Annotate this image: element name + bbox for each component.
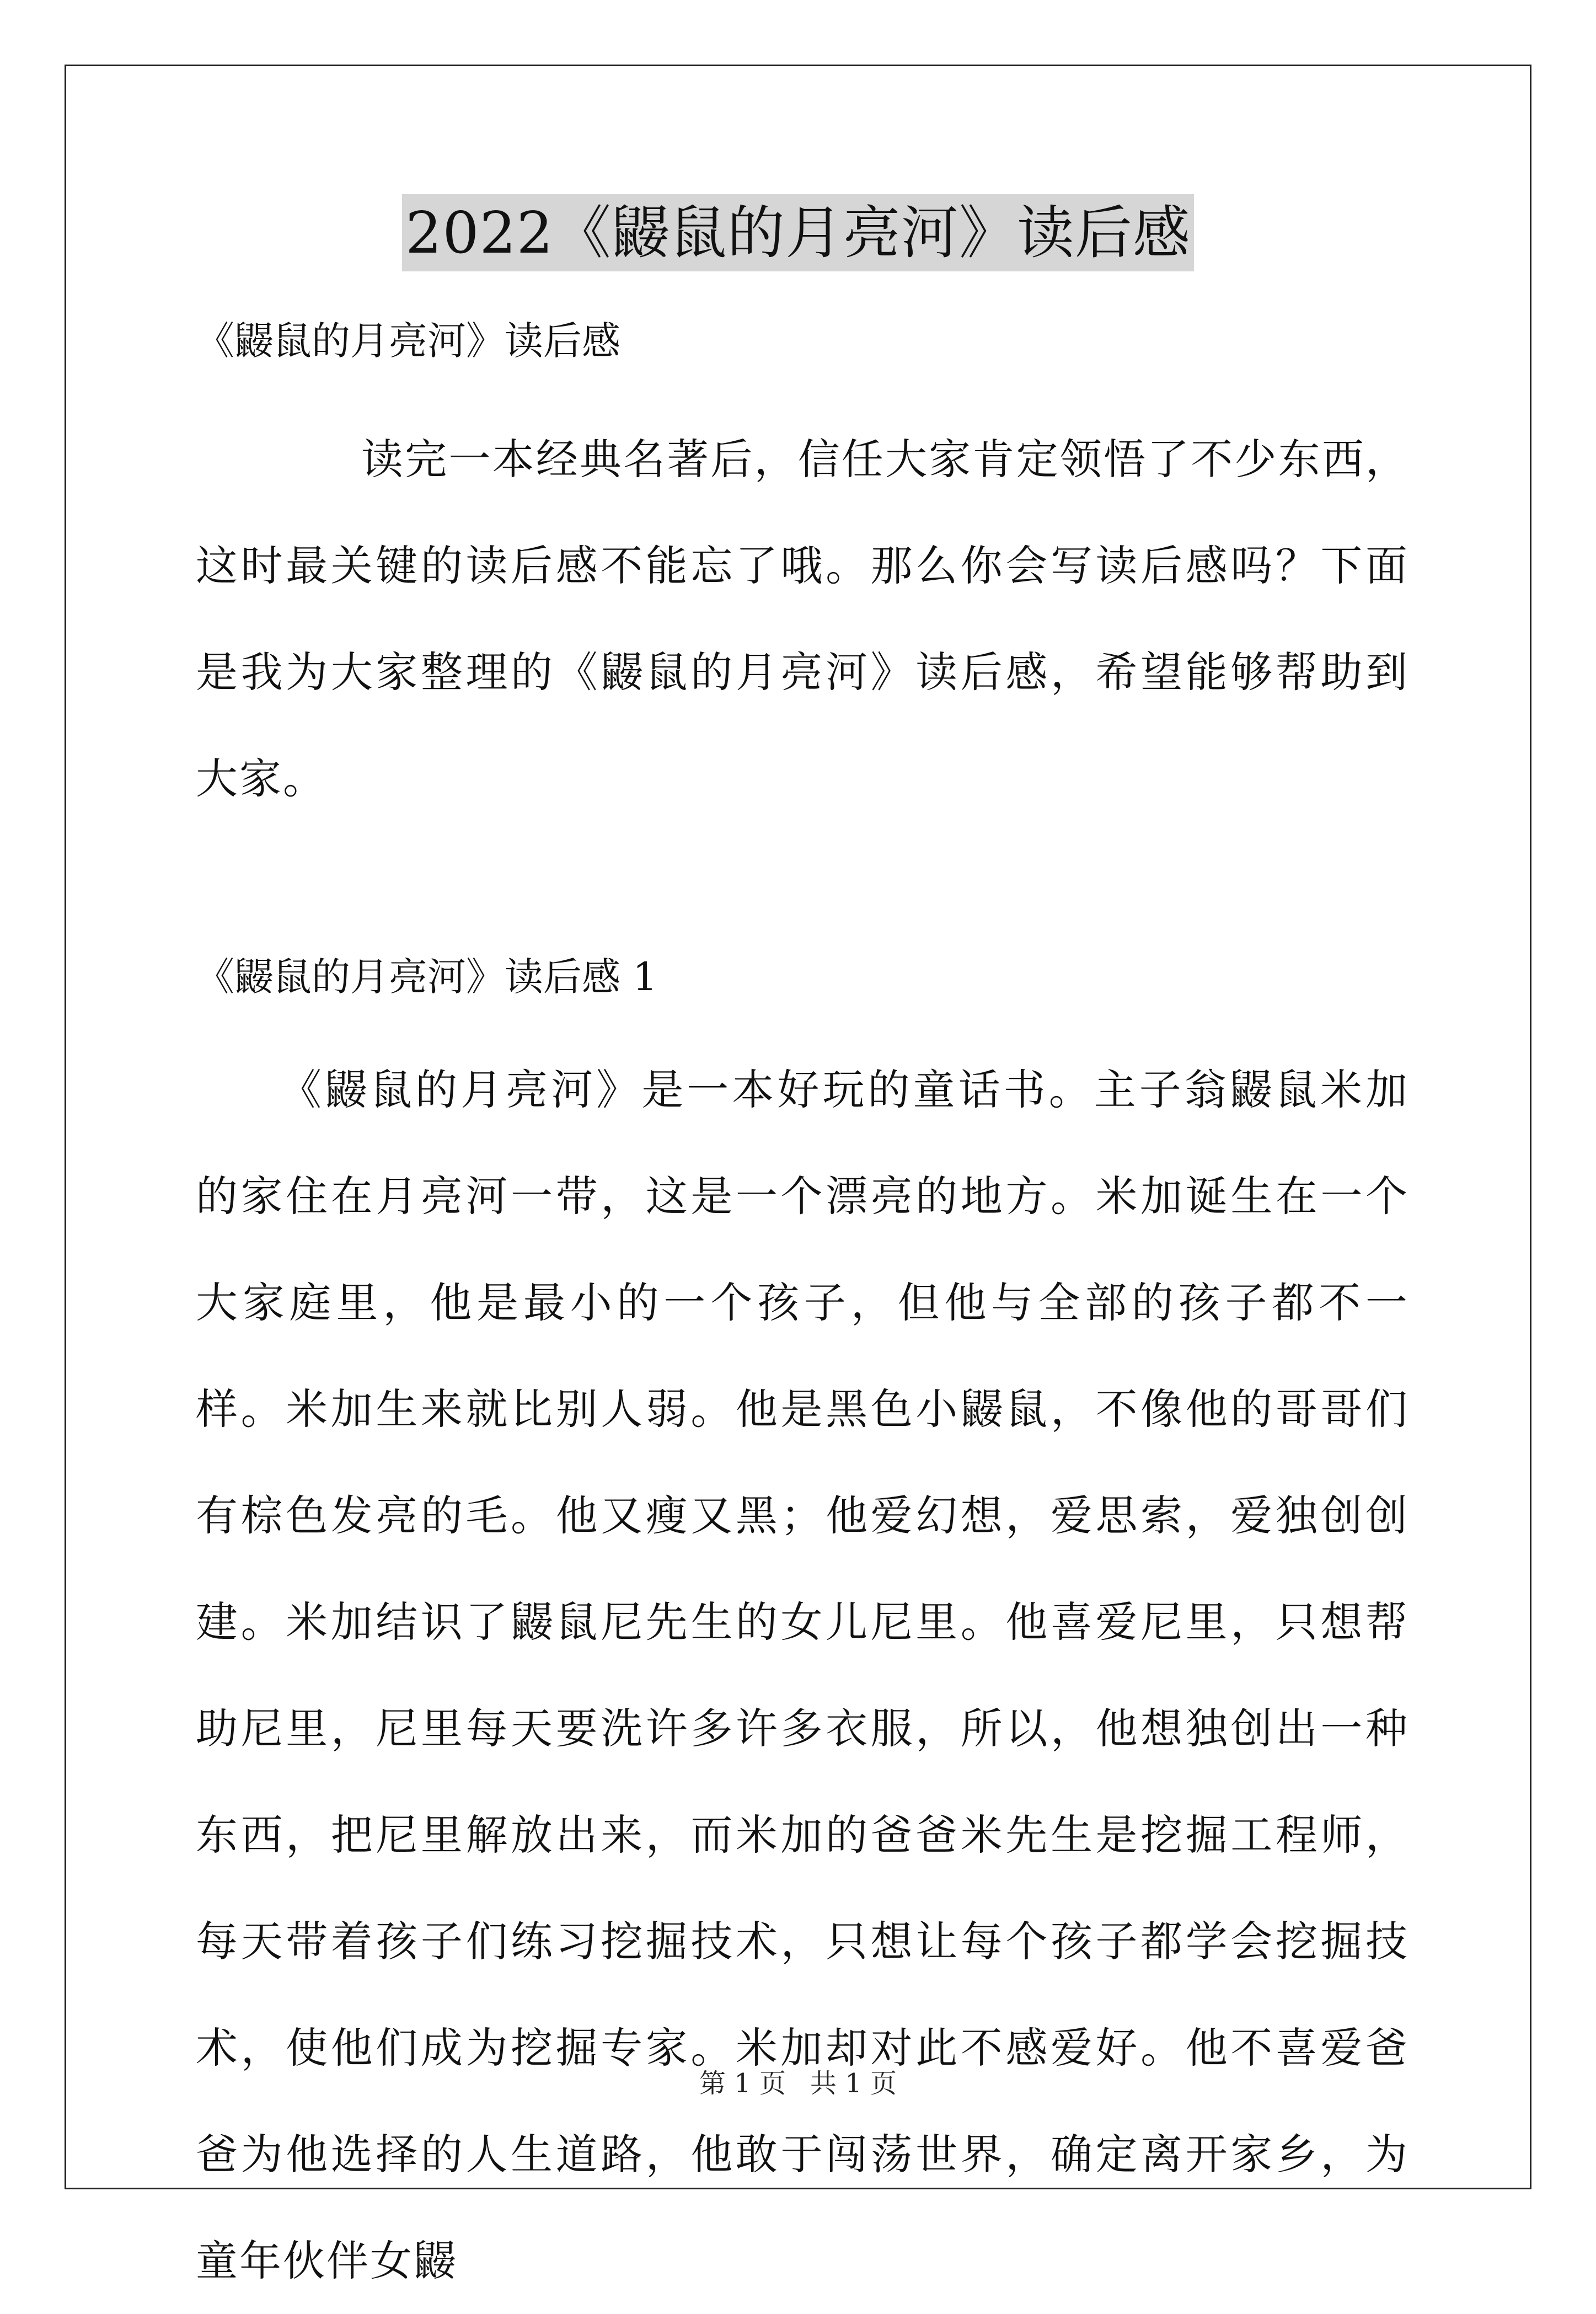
page-number: 第 1 页 [699, 2068, 786, 2099]
intro-paragraph: 读完一本经典名著后，信任大家肯定领悟了不少东西，这时最关键的读后感不能忘了哦。那么你会写读后感吗？下面是我为大家整理的《鼹鼠的月亮河》读后感，希望能够帮助到大家。 [196, 435, 1409, 803]
title-container [0, 194, 1596, 271]
document-title: 2022《鼹鼠的月亮河》读后感 [402, 194, 1194, 271]
document-body [196, 314, 1409, 2314]
page-total: 共 1 页 [810, 2068, 897, 2099]
section-paragraph: 《鼹鼠的月亮河》是一本好玩的童话书。主子翁鼹鼠米加的家住在月亮河一带，这是一个漂亮的地方。米加诞生在一个大家庭里，他是最小的一个孩子，但他与全部的孩子都不一样。米加生来就比别人弱。他是黑色小鼹鼠，不像他的哥哥们有棕色发亮的毛。他又瘦又黑；他爱幻想，爱思索，爱独创创建。米加结识了鼹鼠尼先生的女儿尼里。他喜爱尼里，只想帮助尼里，尼里每天要洗许多许多衣服，所以，他想独创出一种东西，把尼里解放出来，而米加的爸爸米先生是挖掘工程师，每天带着孩子们练习挖掘技术，只想让每个孩子都学会挖掘技术，使他们成为挖掘专家。米加却对此不感爱好。他不喜爱爸爸为他选择的人生道路，他敢于闯荡世界，确定离开家乡，为童年伙伴女鼹 [196, 1065, 1409, 2285]
subtitle-heading: 《鼹鼠的月亮河》读后感 [196, 318, 620, 364]
page-footer [0, 2066, 1596, 2101]
section-heading: 《鼹鼠的月亮河》读后感 1 [196, 954, 657, 1000]
